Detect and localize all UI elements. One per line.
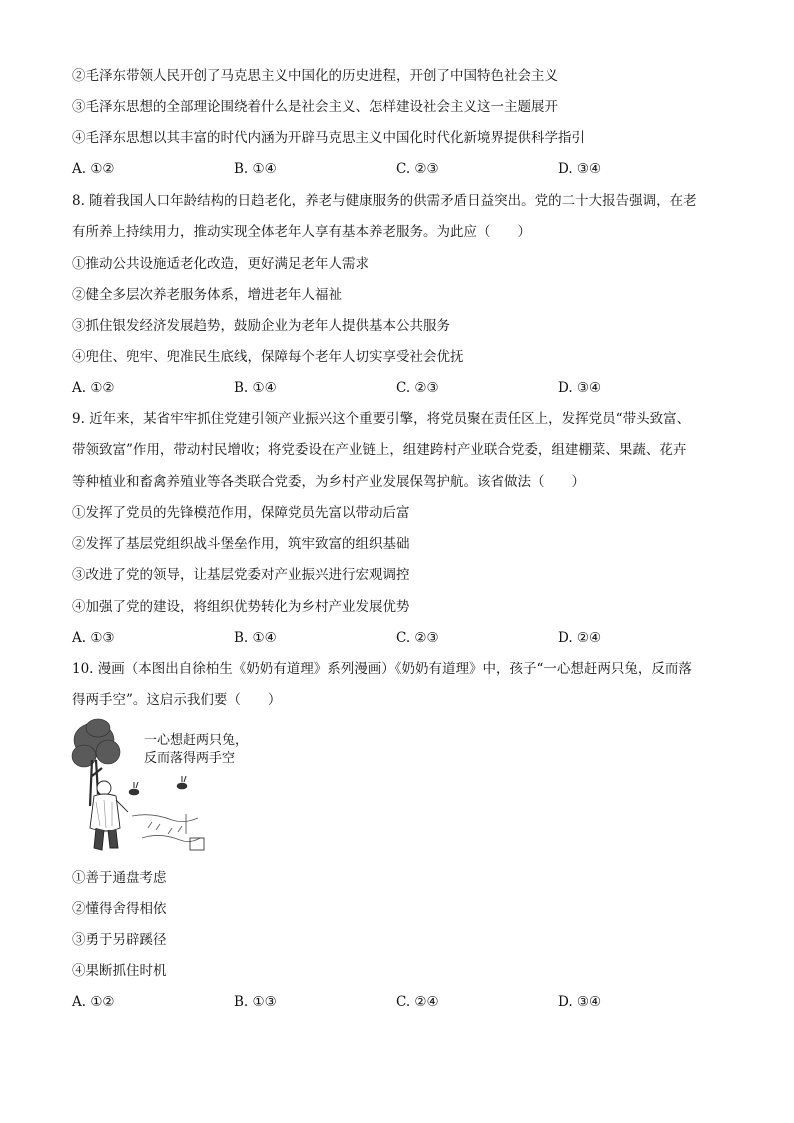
q8-option-b: B. ①④	[234, 380, 277, 396]
q7-statement-2: ②毛泽东带领人民开创了马克思主义中国化的历史进程，开创了中国特色社会主义	[72, 68, 558, 84]
q9-statement-1: ①发挥了党员的先锋模范作用，保障党员先富以带动后富	[72, 505, 410, 521]
q7-option-a: A. ①②	[72, 161, 115, 177]
q9-options	[72, 628, 732, 648]
q7-option-b: B. ①④	[234, 161, 277, 177]
q9-statement-3: ③改进了党的领导，让基层党委对产业振兴进行宏观调控	[72, 567, 410, 583]
cartoon-illustration	[72, 716, 249, 858]
tree-icon	[72, 719, 120, 767]
q9-statement-2: ②发挥了基层党组织战斗堡垒作用，筑牢致富的组织基础	[72, 536, 410, 552]
q8-option-d: D. ③④	[558, 380, 602, 396]
child-figure-icon	[90, 781, 128, 850]
q8-stem-line-2: 有所养上持续用力，推动实现全体老年人享有基本养老服务。为此应（ ）	[72, 224, 531, 240]
q7-statement-4: ④毛泽东思想以其丰富的时代内涵为开辟马克思主义中国化时代化新境界提供科学指引	[72, 130, 585, 146]
q10-statement-2: ②懂得舍得相依	[72, 901, 167, 917]
q9-stem-line-2: 带领致富”作用，带动村民增收；将党委设在产业链上，组建跨村产业联合党委，组建棚菜、果蔬、花卉	[72, 442, 687, 458]
q8-statement-3: ③抓住银发经济发展趋势，鼓励企业为老年人提供基本公共服务	[72, 318, 450, 334]
q9-option-c: C. ②③	[396, 630, 439, 646]
q10-option-d: D. ③④	[558, 994, 602, 1010]
q10-stem-line-1: 10. 漫画（本图出自徐柏生《奶奶有道理》系列漫画）《奶奶有道理》中，孩子“一心想赶两只兔，反而落	[72, 661, 692, 677]
q10-statement-1: ①善于通盘考虑	[72, 870, 167, 886]
q10-option-c: C. ②④	[396, 994, 439, 1010]
q9-option-a: A. ①③	[72, 630, 115, 646]
q9-stem-line-3: 等种植业和畜禽养殖业等各类联合党委，为乡村产业发展保驾护航。该省做法（ ）	[72, 474, 585, 490]
q10-statement-3: ③勇于另辟蹊径	[72, 932, 167, 948]
q8-statement-2: ②健全多层次养老服务体系，增进老年人福祉	[72, 287, 342, 303]
rabbit-icon	[129, 776, 187, 795]
ground-strokes	[132, 815, 200, 842]
q8-statement-4: ④兜住、兜牢、兜准民生底线，保障每个老年人切实享受社会优抚	[72, 349, 464, 365]
cartoon-drawing	[72, 716, 249, 858]
q7-options	[72, 159, 732, 179]
q8-option-c: C. ②③	[396, 380, 439, 396]
cartoon-caption-line-1: 一心想赶两只兔，	[144, 733, 249, 748]
q8-statement-1: ①推动公共设施适老化改造，更好满足老年人需求	[72, 256, 369, 272]
q9-option-d: D. ②④	[558, 630, 602, 646]
q10-stem-line-2: 得两手空”。这启示我们要（ ）	[72, 692, 282, 708]
q8-options	[72, 378, 732, 398]
q10-statement-4: ④果断抓住时机	[72, 963, 167, 979]
q8-stem-line-1: 8. 随着我国人口年龄结构的日趋老化，养老与健康服务的供需矛盾日益突出。党的二十大报告强调，在老	[72, 193, 697, 209]
q7-option-c: C. ②③	[396, 161, 439, 177]
q9-option-b: B. ①④	[234, 630, 277, 646]
q10-option-a: A. ①②	[72, 994, 115, 1010]
q8-option-a: A. ①②	[72, 380, 115, 396]
q10-options	[72, 992, 732, 1012]
q9-statement-4: ④加强了党的建设，将组织优势转化为乡村产业发展优势	[72, 599, 410, 615]
q7-statement-3: ③毛泽东思想的全部理论围绕着什么是社会主义、怎样建设社会主义这一主题展开	[72, 99, 558, 115]
q7-option-d: D. ③④	[558, 161, 602, 177]
cartoon-caption-line-2: 反而落得两手空	[144, 751, 236, 766]
q9-stem-line-1: 9. 近年来，某省牢牢抓住党建引领产业振兴这个重要引擎，将党员聚在责任区上，发挥党员“带头致富、	[72, 411, 691, 427]
q10-option-b: B. ①③	[234, 994, 277, 1010]
